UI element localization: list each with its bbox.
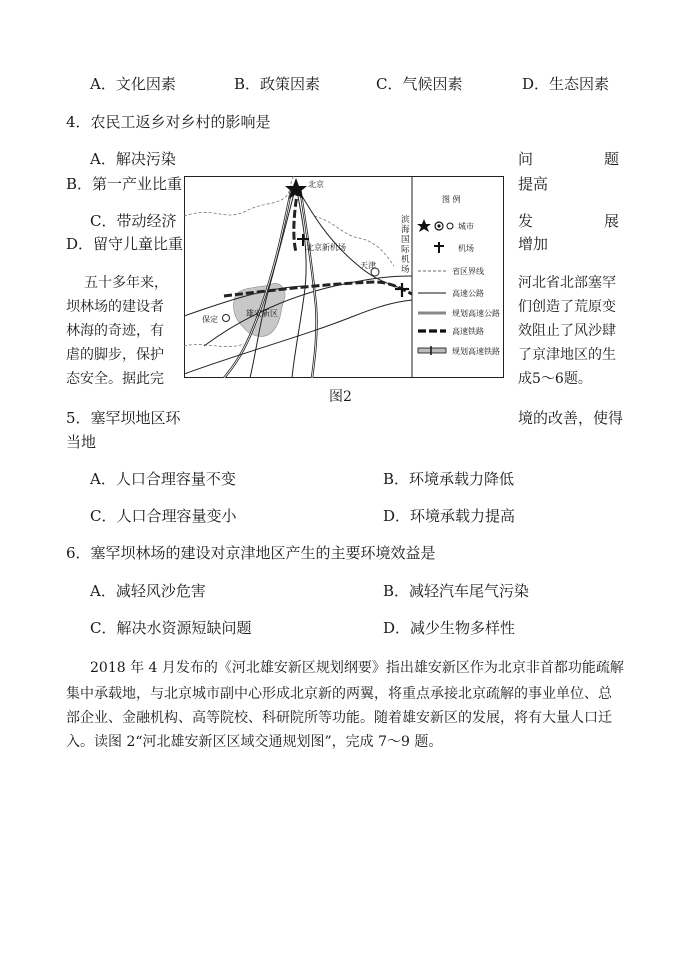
q4-option-a-end: 题 [604, 150, 620, 168]
q5-option-b: B．环境承载力降低 [383, 470, 515, 488]
q5-option-d: D．环境承载力提高 [383, 507, 516, 525]
q5-stem-cont: 境的改善，使得 [518, 409, 624, 427]
legend-highway: 高速公路 [452, 289, 484, 298]
passage-line5-left: 态安全。据此完 [66, 371, 164, 387]
passage-line3-right: 效阻止了风沙肆 [518, 323, 616, 339]
q3-option-c: C．气候因素 [376, 75, 463, 93]
traffic-plan-map [184, 176, 504, 378]
legend-plan-railway: 规划高速铁路 [452, 347, 500, 356]
q5-option-c: C．人口合理容量变小 [90, 507, 237, 525]
passage-line2-left: 坝林场的建设者 [66, 299, 164, 315]
passage-line2-right: 们创造了荒原变 [518, 299, 616, 315]
passage-line3-left: 林海的奇迹，有 [66, 323, 164, 339]
q6-stem: 6．塞罕坝林场的建设对京津地区产生的主要环境效益是 [66, 544, 436, 562]
legend-border: 省区界线 [452, 267, 484, 276]
passage2-line4: 入。读图 2“河北雄安新区区域交通规划图”，完成 7～9 题。 [66, 734, 443, 750]
q6-option-c: C．解决水资源短缺问题 [90, 619, 252, 637]
passage-line4-left: 虐的脚步，保护 [66, 347, 164, 363]
tianjin-label: 天津 [360, 261, 376, 270]
q3-option-d: D．生态因素 [522, 75, 610, 93]
q3-option-a: A．文化因素 [90, 75, 176, 93]
q4-option-b: B．第一产业比重 [66, 175, 183, 193]
legend-plan-railway-line [418, 348, 446, 353]
legend-title: 图 例 [442, 195, 461, 204]
airport-bj-label: 北京新机场 [306, 243, 346, 252]
q4-option-a: A．解决污染 [90, 150, 176, 168]
passage-line1-right: 河北省北部塞罕 [518, 275, 616, 291]
q5-stem-line2: 当地 [66, 433, 97, 451]
baoding-label: 保定 [202, 315, 218, 324]
q5-stem: 5．塞罕坝地区环 [66, 409, 181, 427]
passage-line5-right: 成5～6题。 [518, 371, 592, 387]
passage2-line1: 2018 年 4 月发布的《河北雄安新区规划纲要》指出雄安新区作为北京非首都功能疏解 [90, 660, 624, 676]
q4-stem: 4．农民工返乡对乡村的影响是 [66, 113, 271, 131]
passage-line1-left: 五十多年来， [84, 275, 168, 291]
q4-option-a-cont: 问 [518, 150, 534, 168]
passage2-line2: 集中承载地，与北京城市副中心形成北京新的两翼，将重点承接北京疏解的事业单位、总 [66, 686, 612, 702]
binhai-label: 滨海国际机场 [401, 215, 410, 275]
q6-option-b: B．减轻汽车尾气污染 [383, 582, 530, 600]
q4-option-d-end: 增加 [518, 235, 549, 253]
legend-plan-highway: 规划高速公路 [452, 309, 500, 318]
q4-option-d: D．留守儿童比重 [66, 235, 184, 253]
figure-caption: 图2 [329, 389, 352, 405]
q4-option-b-end: 提高 [518, 175, 549, 193]
q4-option-c: C．带动经济 [90, 212, 177, 230]
legend-airport: 机场 [458, 244, 474, 253]
q6-option-a: A．减轻风沙危害 [90, 582, 206, 600]
legend-small-circle-icon [447, 223, 453, 229]
baoding-city-icon [223, 315, 230, 322]
q6-option-d: D．减少生物多样性 [383, 619, 516, 637]
xiongan-label: 雄安新区 [246, 309, 278, 318]
q4-option-c-end: 展 [604, 212, 620, 230]
q5-option-a: A．人口合理容量不变 [90, 470, 236, 488]
legend-railway: 高速铁路 [452, 327, 484, 336]
q3-option-b: B．政策因素 [234, 75, 321, 93]
beijing-label: 北京 [308, 180, 324, 189]
legend-city: 城市 [458, 222, 474, 231]
q4-option-c-cont: 发 [518, 212, 534, 230]
passage2-line3: 部企业、金融机构、高等院校、科研院所等功能。随着雄安新区的发展，将有大量人口迁 [66, 710, 612, 726]
passage-line4-right: 了京津地区的生 [518, 347, 616, 363]
